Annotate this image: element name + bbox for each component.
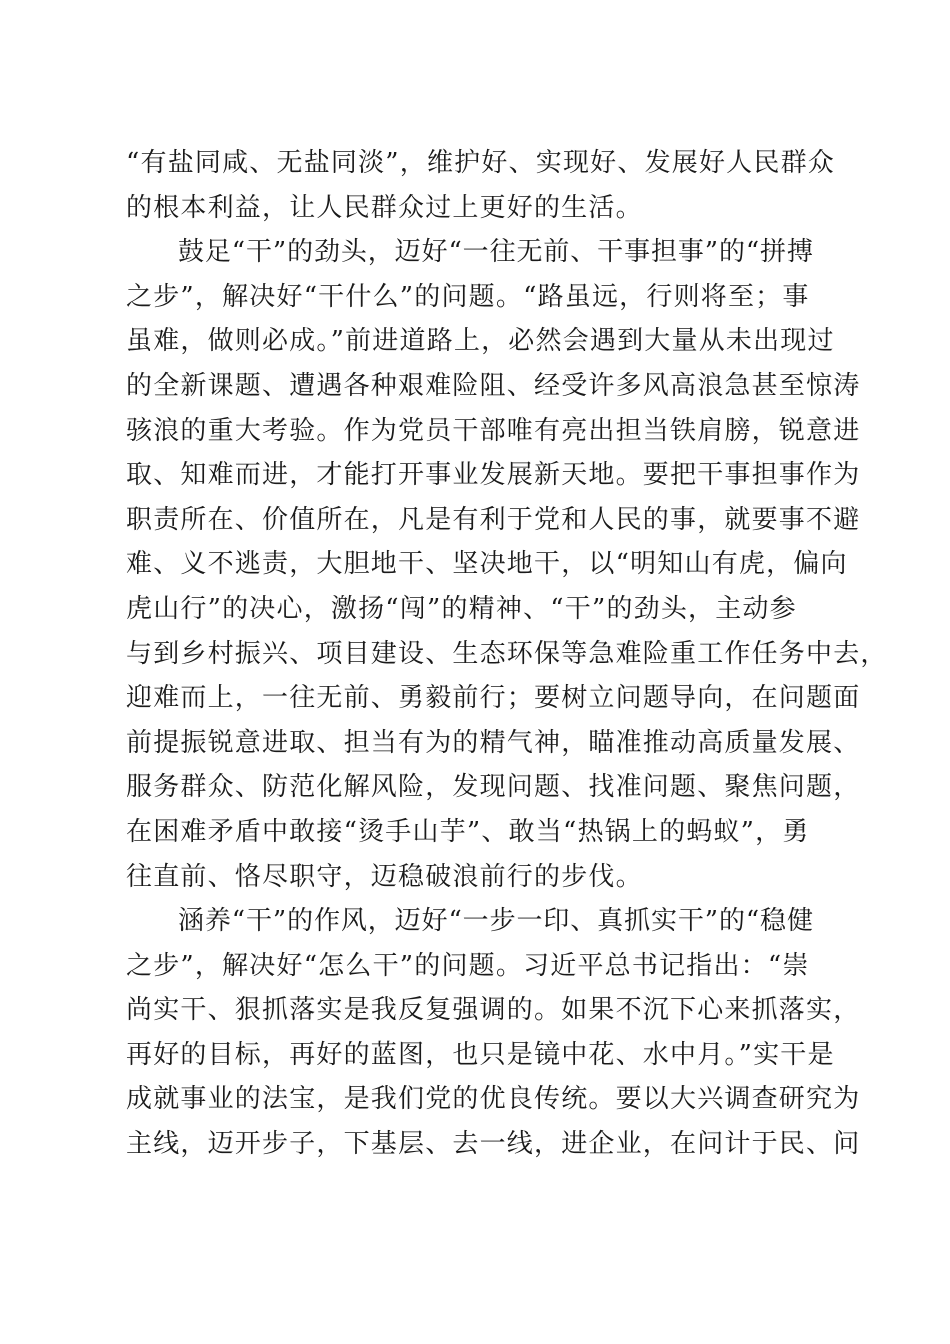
paragraph-start-line: 鼓足“干”的劲头，迈好“一往无前、干事担事”的“拼搏 [178,237,814,268]
text-line: 前提振锐意进取、担当有为的精气神，瞄准推动高质量发展、 [126,727,861,758]
text-line: 迎难而上，一往无前、勇毅前行；要树立问题导向，在问题面 [126,683,861,714]
text-line: 取、知难而进，才能打开事业发展新天地。要把干事担事作为 [126,460,861,491]
text-line: 服务群众、防范化解风险，发现问题、找准问题、聚焦问题， [126,772,861,803]
text-line: 职责所在、价值所在，凡是有利于党和人民的事，就要事不避 [126,504,861,535]
text-line: 尚实干、狠抓落实是我反复强调的。如果不沉下心来抓落实， [126,995,861,1026]
paragraph-start-line: 涵养“干”的作风，迈好“一步一印、真抓实干”的“稳健 [178,906,814,937]
text-line: 难、义不逃责，大胆地干、坚决地干，以“明知山有虎，偏向 [126,549,848,580]
text-line: 虽难，做则必成。”前进道路上，必然会遇到大量从未出现过 [126,326,835,357]
text-line: 成就事业的法宝，是我们党的优良传统。要以大兴调查研究为 [126,1084,861,1115]
body-text [126,141,888,1167]
text-line: 骇浪的重大考验。作为党员干部唯有亮出担当铁肩膀，锐意进 [126,415,861,446]
text-line: 往直前、恪尽职守，迈稳破浪前行的步伐。 [126,861,643,892]
text-line: “有盐同咸、无盐同淡”，维护好、实现好、发展好人民群众 [126,148,835,178]
text-line: 在困难矛盾中敢接“烫手山芋”、敢当“热锅上的蚂蚁”，勇 [126,816,810,847]
text-line: 再好的目标，再好的蓝图，也只是镜中花、水中月。”实干是 [126,1039,835,1070]
text-line: 之步”，解决好“怎么干”的问题。习近平总书记指出：“崇 [126,950,810,981]
text-line: 的根本利益，让人民群众过上更好的生活。 [126,192,643,223]
text-line: 之步”，解决好“干什么”的问题。“路虽远，行则将至；事 [126,281,810,312]
text-line: 虎山行”的决心，激扬“闯”的精神、“干”的劲头，主动参 [126,593,797,624]
text-line: 与到乡村振兴、项目建设、生态环保等急难险重工作任务中去， [126,638,888,669]
text-line: 主线，迈开步子，下基层、去一线，进企业，在问计于民、问 [126,1129,861,1160]
text-line: 的全新课题、遭遇各种艰难险阻、经受许多风高浪急甚至惊涛 [126,370,861,401]
